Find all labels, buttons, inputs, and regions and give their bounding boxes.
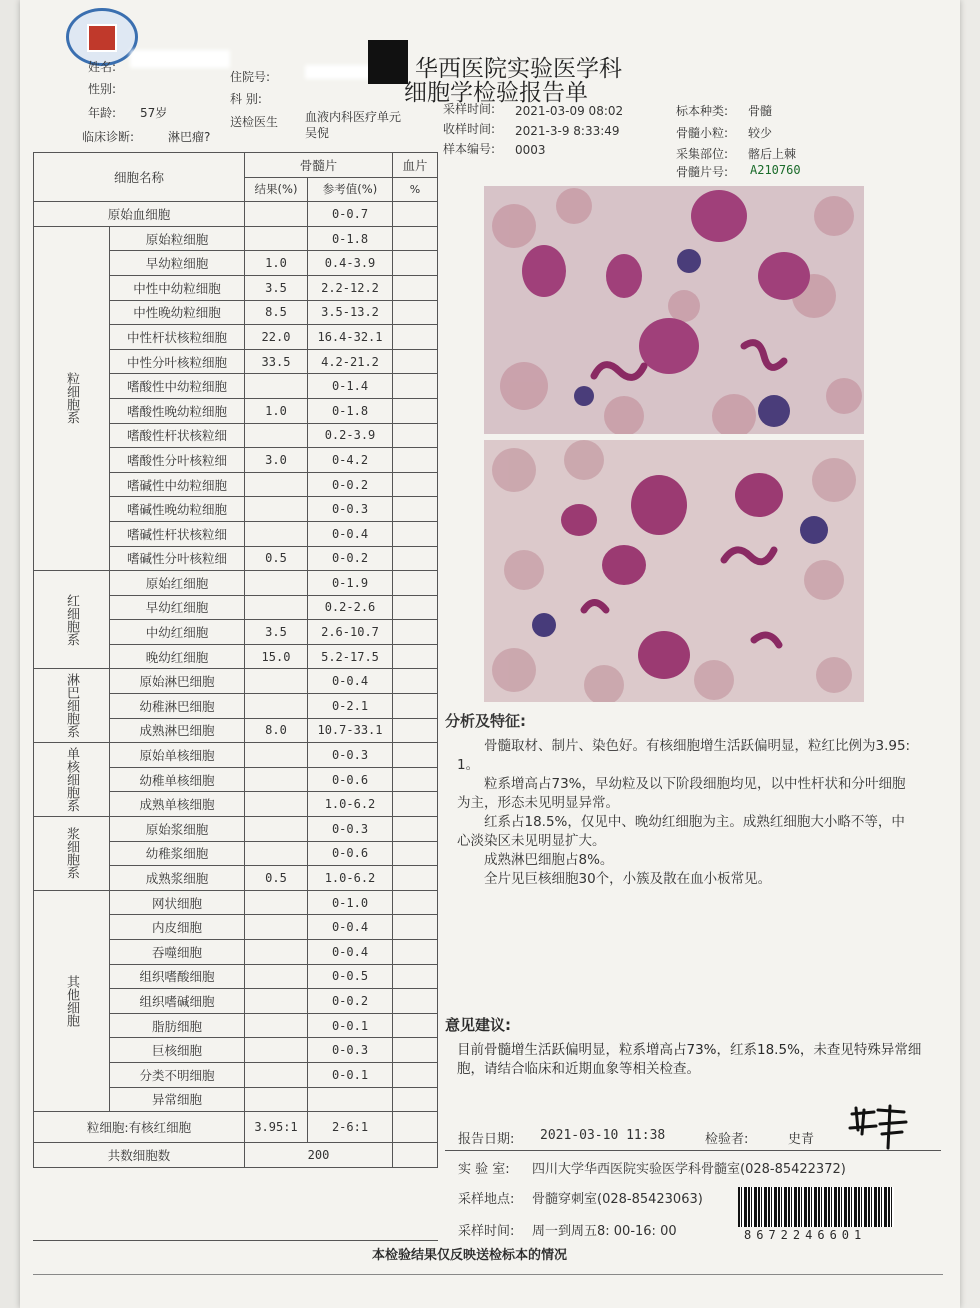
cell-name: 中幼红细胞 bbox=[110, 620, 245, 645]
cell-ref: 0-0.1 bbox=[308, 1013, 393, 1038]
ratio-result: 3.95:1 bbox=[245, 1112, 308, 1143]
cell-blood bbox=[393, 817, 438, 842]
cell-name: 嗜碱性晚幼粒细胞 bbox=[110, 497, 245, 522]
redacted-admission-no bbox=[305, 65, 375, 79]
cell-result: 33.5 bbox=[245, 349, 308, 374]
cell-ref: 0-0.4 bbox=[308, 940, 393, 965]
report-date-label: 报告日期: bbox=[458, 1132, 515, 1147]
cell-ref: 0.4-3.9 bbox=[308, 251, 393, 276]
report-date-value: 2021-03-10 11:38 bbox=[540, 1128, 666, 1143]
cell-result: 1.0 bbox=[245, 251, 308, 276]
receive-time-label: 收样时间: bbox=[443, 122, 496, 136]
analysis-title: 分析及特征: bbox=[445, 712, 526, 730]
slide-no-value: A210760 bbox=[750, 163, 801, 177]
cell-blood bbox=[393, 866, 438, 891]
analysis-paragraph-2: 粒系增高占73%，早幼粒及以下阶段细胞均见，以中性杆状和分叶细胞为主，形态未见明显异常。 bbox=[457, 776, 906, 811]
group-granulocyte: 粒细胞系 bbox=[34, 226, 110, 570]
collect-location-value: 骨髓穿刺室(028-85423063) bbox=[532, 1192, 703, 1207]
cell-name: 嗜酸性杆状核粒细 bbox=[110, 423, 245, 448]
cell-result: 3.5 bbox=[245, 275, 308, 300]
cell-blood bbox=[393, 890, 438, 915]
cell-name: 吞噬细胞 bbox=[110, 940, 245, 965]
cell-result bbox=[245, 472, 308, 497]
cell-blood bbox=[393, 743, 438, 768]
cell-blood bbox=[393, 669, 438, 694]
cell-ref: 0-1.4 bbox=[308, 374, 393, 399]
cell-result bbox=[245, 595, 308, 620]
cell-ref: 10.7-33.1 bbox=[308, 718, 393, 743]
cell-ref: 0.2-2.6 bbox=[308, 595, 393, 620]
sample-no-label: 样本编号: bbox=[443, 142, 496, 156]
count-value: 200 bbox=[245, 1143, 393, 1168]
cell-name: 嗜碱性中幼粒细胞 bbox=[110, 472, 245, 497]
site-label: 采集部位: bbox=[676, 147, 729, 161]
disclaimer: 本检验结果仅反映送检标本的情况 bbox=[372, 1248, 568, 1263]
cell-name: 原始血细胞 bbox=[34, 202, 245, 227]
cell-ref: 0-1.8 bbox=[308, 398, 393, 423]
cell-name: 中性中幼粒细胞 bbox=[110, 275, 245, 300]
gender-label: 性别: bbox=[88, 82, 117, 96]
name-label: 姓名: bbox=[88, 60, 117, 74]
cell-blood bbox=[393, 275, 438, 300]
cell-blood bbox=[393, 423, 438, 448]
cell-blood bbox=[393, 546, 438, 571]
col-result: 结果(%) bbox=[245, 177, 308, 202]
cell-result bbox=[245, 521, 308, 546]
cell-name: 成熟浆细胞 bbox=[110, 866, 245, 891]
group-other: 其他细胞 bbox=[34, 890, 110, 1111]
cell-name: 嗜酸性晚幼粒细胞 bbox=[110, 398, 245, 423]
cell-name: 原始淋巴细胞 bbox=[110, 669, 245, 694]
cell-result bbox=[245, 817, 308, 842]
sample-time-label: 采样时间: bbox=[443, 102, 496, 116]
cell-ref: 0-0.4 bbox=[308, 915, 393, 940]
cell-ref: 0-0.2 bbox=[308, 546, 393, 571]
cell-name: 分类不明细胞 bbox=[110, 1062, 245, 1087]
cell-blood bbox=[393, 1087, 438, 1112]
cell-blood bbox=[393, 251, 438, 276]
count-blood bbox=[393, 1143, 438, 1168]
cell-name: 异常细胞 bbox=[110, 1087, 245, 1112]
receive-time-value: 2021-3-9 8:33:49 bbox=[515, 124, 620, 138]
footer-divider bbox=[445, 1150, 941, 1151]
cell-result bbox=[245, 841, 308, 866]
cell-count-table bbox=[33, 152, 438, 1168]
cell-result: 22.0 bbox=[245, 325, 308, 350]
cell-name: 幼稚单核细胞 bbox=[110, 767, 245, 792]
doctor-value: 吴倪 bbox=[305, 126, 330, 140]
cell-name: 嗜碱性分叶核粒细 bbox=[110, 546, 245, 571]
cell-result bbox=[245, 792, 308, 817]
cell-ref: 0-0.1 bbox=[308, 1062, 393, 1087]
inspector-value: 史青 bbox=[788, 1132, 815, 1147]
cell-result bbox=[245, 374, 308, 399]
sample-no-value: 0003 bbox=[515, 143, 546, 157]
collect-location-label: 采样地点: bbox=[458, 1192, 515, 1207]
cell-result bbox=[245, 1013, 308, 1038]
cell-ref: 4.2-21.2 bbox=[308, 349, 393, 374]
ratio-label: 粒细胞:有核红细胞 bbox=[34, 1112, 245, 1143]
cell-ref: 0-0.3 bbox=[308, 1038, 393, 1063]
cell-result bbox=[245, 669, 308, 694]
cell-blood bbox=[393, 521, 438, 546]
table-row bbox=[34, 202, 438, 227]
cell-result: 3.5 bbox=[245, 620, 308, 645]
cell-name: 成熟淋巴细胞 bbox=[110, 718, 245, 743]
cell-ref: 0-2.1 bbox=[308, 694, 393, 719]
opinion-section bbox=[445, 1016, 925, 1079]
cell-blood bbox=[393, 497, 438, 522]
cell-result: 15.0 bbox=[245, 644, 308, 669]
cell-blood bbox=[393, 1062, 438, 1087]
col-cell-name: 细胞名称 bbox=[34, 153, 245, 202]
group-lymphocyte: 淋巴细胞系 bbox=[34, 669, 110, 743]
cell-name: 原始浆细胞 bbox=[110, 817, 245, 842]
cell-result bbox=[245, 1062, 308, 1087]
cell-blood bbox=[393, 694, 438, 719]
cell-name: 成熟单核细胞 bbox=[110, 792, 245, 817]
sample-time-value: 2021-03-09 08:02 bbox=[515, 104, 624, 118]
cell-result bbox=[245, 1038, 308, 1063]
cell-ref: 0-1.9 bbox=[308, 571, 393, 596]
specimen-type-label: 标本种类: bbox=[676, 104, 729, 118]
redacted-block bbox=[368, 40, 408, 84]
cell-blood bbox=[393, 644, 438, 669]
col-blood-unit: % bbox=[393, 177, 438, 202]
age-value: 57岁 bbox=[140, 106, 168, 120]
marrow-particle-value: 较少 bbox=[748, 126, 773, 140]
table-row bbox=[34, 669, 438, 694]
cell-result: 1.0 bbox=[245, 398, 308, 423]
cell-name: 巨核细胞 bbox=[110, 1038, 245, 1063]
report-title-line1: 华西医院实验医学科 bbox=[415, 56, 622, 82]
admission-label: 住院号: bbox=[230, 70, 271, 84]
table-bottom-line bbox=[33, 1240, 438, 1241]
cell-blood bbox=[393, 620, 438, 645]
cell-ref: 0-1.0 bbox=[308, 890, 393, 915]
cell-ref: 0-0.4 bbox=[308, 521, 393, 546]
report-title-line2: 细胞学检验报告单 bbox=[404, 80, 588, 106]
col-marrow: 骨髓片 bbox=[245, 153, 393, 178]
group-plasma: 浆细胞系 bbox=[34, 817, 110, 891]
cell-result bbox=[245, 940, 308, 965]
col-blood: 血片 bbox=[393, 153, 438, 178]
cell-ref: 0-0.3 bbox=[308, 497, 393, 522]
count-row bbox=[34, 1143, 438, 1168]
cell-name: 脂肪细胞 bbox=[110, 1013, 245, 1038]
cell-ref: 0-0.4 bbox=[308, 669, 393, 694]
analysis-paragraph-4: 成熟淋巴细胞占8%。 bbox=[484, 852, 614, 868]
page-bottom-line bbox=[33, 1274, 943, 1275]
table-row bbox=[34, 743, 438, 768]
cell-ref: 0-0.6 bbox=[308, 841, 393, 866]
cell-result: 3.0 bbox=[245, 448, 308, 473]
cell-result bbox=[245, 571, 308, 596]
cell-blood bbox=[393, 300, 438, 325]
slide-no-label: 骨髓片号: bbox=[676, 165, 729, 179]
cell-result bbox=[245, 497, 308, 522]
cell-name: 原始粒细胞 bbox=[110, 226, 245, 251]
cell-blood bbox=[393, 472, 438, 497]
cell-blood bbox=[393, 915, 438, 940]
cell-result bbox=[245, 1087, 308, 1112]
cell-blood bbox=[393, 571, 438, 596]
cell-name: 原始单核细胞 bbox=[110, 743, 245, 768]
marrow-micrograph-2 bbox=[484, 440, 864, 702]
cell-result bbox=[245, 226, 308, 251]
analysis-paragraph-3: 红系占18.5%，仅见中、晚幼红细胞为主。成熟红细胞大小略不等，中心淡染区未见明显扩大。 bbox=[457, 814, 905, 849]
cell-result bbox=[245, 767, 308, 792]
cell-name: 组织嗜酸细胞 bbox=[110, 964, 245, 989]
cell-result bbox=[245, 890, 308, 915]
cell-ref: 0-0.7 bbox=[308, 202, 393, 227]
ratio-row bbox=[34, 1112, 438, 1143]
cell-ref: 0-0.6 bbox=[308, 767, 393, 792]
cell-ref: 1.0-6.2 bbox=[308, 866, 393, 891]
marrow-particle-label: 骨髓小粒: bbox=[676, 126, 729, 140]
ratio-ref: 2-6:1 bbox=[308, 1112, 393, 1143]
cell-name: 原始红细胞 bbox=[110, 571, 245, 596]
cell-ref: 0-0.2 bbox=[308, 989, 393, 1014]
analysis-paragraph-5: 全片见巨核细胞30个，小簇及散在血小板常见。 bbox=[484, 871, 772, 887]
inspector-signature-icon bbox=[848, 1104, 910, 1150]
cell-blood bbox=[393, 325, 438, 350]
cell-blood bbox=[393, 1013, 438, 1038]
cell-blood bbox=[393, 989, 438, 1014]
cell-result: 8.0 bbox=[245, 718, 308, 743]
cell-name: 晚幼红细胞 bbox=[110, 644, 245, 669]
cell-ref: 3.5-13.2 bbox=[308, 300, 393, 325]
cell-blood bbox=[393, 767, 438, 792]
table-row bbox=[34, 817, 438, 842]
barcode-icon bbox=[738, 1187, 894, 1227]
cell-ref: 0-0.3 bbox=[308, 817, 393, 842]
cell-result: 8.5 bbox=[245, 300, 308, 325]
doctor-label: 送检医生 bbox=[230, 115, 279, 129]
cell-ref bbox=[308, 1087, 393, 1112]
cell-blood bbox=[393, 398, 438, 423]
cell-blood bbox=[393, 349, 438, 374]
site-value: 髂后上棘 bbox=[748, 147, 797, 161]
cell-result bbox=[245, 423, 308, 448]
cell-name: 组织嗜碱细胞 bbox=[110, 989, 245, 1014]
cell-name: 嗜酸性中幼粒细胞 bbox=[110, 374, 245, 399]
cell-ref: 1.0-6.2 bbox=[308, 792, 393, 817]
cell-blood bbox=[393, 964, 438, 989]
cell-result bbox=[245, 694, 308, 719]
cell-name: 中性晚幼粒细胞 bbox=[110, 300, 245, 325]
cell-result bbox=[245, 964, 308, 989]
dept-value: 血液内科医疗单元 bbox=[305, 110, 402, 124]
diagnosis-value: 淋巴瘤? bbox=[168, 130, 211, 144]
cell-ref: 0-1.8 bbox=[308, 226, 393, 251]
cell-ref: 16.4-32.1 bbox=[308, 325, 393, 350]
analysis-paragraph-1: 骨髓取材、制片、染色好。有核细胞增生活跃偏明显，粒红比例为3.95: 1。 bbox=[457, 738, 911, 773]
cell-ref: 2.6-10.7 bbox=[308, 620, 393, 645]
ratio-blood bbox=[393, 1112, 438, 1143]
specimen-type-value: 骨髓 bbox=[748, 104, 773, 118]
cell-result bbox=[245, 202, 308, 227]
collect-time-label: 采样时间: bbox=[458, 1224, 515, 1239]
cell-name: 早幼红细胞 bbox=[110, 595, 245, 620]
table-row bbox=[34, 571, 438, 596]
cell-name: 嗜酸性分叶核粒细 bbox=[110, 448, 245, 473]
cell-blood bbox=[393, 202, 438, 227]
cell-ref: 0-0.5 bbox=[308, 964, 393, 989]
cell-ref: 0-0.3 bbox=[308, 743, 393, 768]
cell-ref: 5.2-17.5 bbox=[308, 644, 393, 669]
count-label: 共数细胞数 bbox=[34, 1143, 245, 1168]
collect-time-value: 周一到周五8: 00-16: 00 bbox=[532, 1224, 677, 1239]
analysis-section bbox=[445, 712, 915, 889]
cell-result bbox=[245, 989, 308, 1014]
cell-blood bbox=[393, 374, 438, 399]
cell-blood bbox=[393, 792, 438, 817]
cell-ref: 0-0.2 bbox=[308, 472, 393, 497]
cell-name: 中性杆状核粒细胞 bbox=[110, 325, 245, 350]
cell-name: 中性分叶核粒细胞 bbox=[110, 349, 245, 374]
dept-label: 科 别: bbox=[230, 92, 262, 106]
cell-ref: 0.2-3.9 bbox=[308, 423, 393, 448]
redacted-name bbox=[130, 50, 230, 68]
opinion-text: 目前骨髓增生活跃偏明显，粒系增高占73%，红系18.5%，未查见特殊异常细胞，请结合临床和近期血象等相关检查。 bbox=[457, 1042, 922, 1077]
marrow-micrograph-1 bbox=[484, 186, 864, 434]
inspector-label: 检验者: bbox=[705, 1132, 749, 1147]
table-row bbox=[34, 890, 438, 915]
cell-blood bbox=[393, 718, 438, 743]
cell-blood bbox=[393, 940, 438, 965]
cell-name: 幼稚淋巴细胞 bbox=[110, 694, 245, 719]
opinion-title: 意见建议: bbox=[445, 1016, 511, 1034]
group-erythrocyte: 红细胞系 bbox=[34, 571, 110, 669]
cell-blood bbox=[393, 1038, 438, 1063]
cell-name: 网状细胞 bbox=[110, 890, 245, 915]
cell-blood bbox=[393, 841, 438, 866]
cell-name: 早幼粒细胞 bbox=[110, 251, 245, 276]
lab-label: 实 验 室: bbox=[458, 1162, 510, 1177]
cell-name: 幼稚浆细胞 bbox=[110, 841, 245, 866]
barcode-number: 8672246601 bbox=[744, 1228, 867, 1242]
group-monocyte: 单核细胞系 bbox=[34, 743, 110, 817]
cell-blood bbox=[393, 226, 438, 251]
table-row bbox=[34, 226, 438, 251]
col-reference: 参考值(%) bbox=[308, 177, 393, 202]
cell-result bbox=[245, 915, 308, 940]
cell-result: 0.5 bbox=[245, 866, 308, 891]
lab-value: 四川大学华西医院实验医学科骨髓室(028-85422372) bbox=[532, 1162, 846, 1177]
cell-result: 0.5 bbox=[245, 546, 308, 571]
age-label: 年龄: bbox=[88, 106, 117, 120]
cell-name: 内皮细胞 bbox=[110, 915, 245, 940]
diagnosis-label: 临床诊断: bbox=[82, 130, 135, 144]
cell-blood bbox=[393, 448, 438, 473]
cell-name: 嗜碱性杆状核粒细 bbox=[110, 521, 245, 546]
cell-ref: 2.2-12.2 bbox=[308, 275, 393, 300]
cell-blood bbox=[393, 595, 438, 620]
cell-result bbox=[245, 743, 308, 768]
cell-ref: 0-4.2 bbox=[308, 448, 393, 473]
